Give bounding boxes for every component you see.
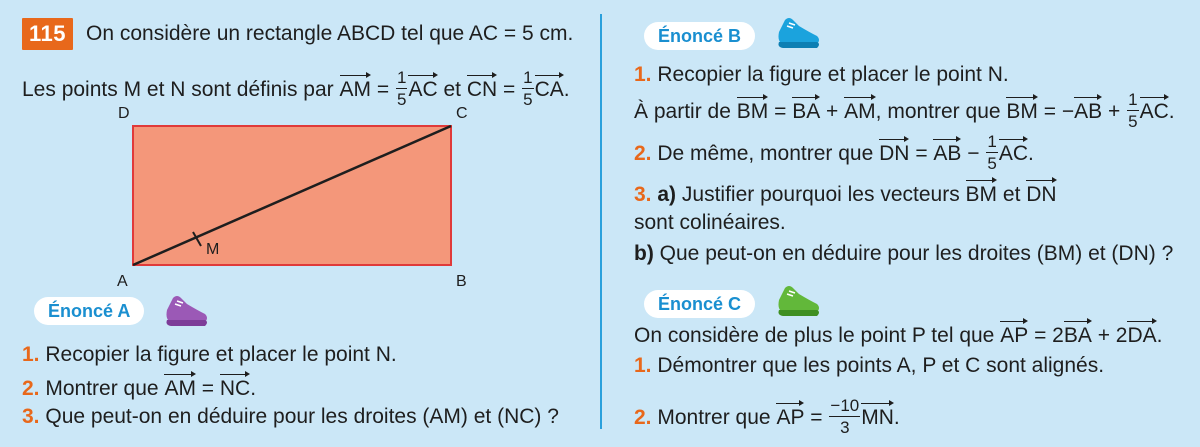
enonce-b-q2: 2. De même, montrer que DN = AB − $\frac{1}{5}$ AC. xyxy=(634,132,1034,173)
badge-enonce-c: Énoncé C xyxy=(644,290,755,318)
exercise-intro: On considère un rectangle ABCD tel que AC = 5 cm. xyxy=(86,22,574,45)
enonce-c-q1: 1. Démontrer que les points A, P et C sont alignés. xyxy=(634,354,1105,377)
vector-cn: CN xyxy=(466,78,498,102)
enonce-b-q3b: b) Que peut-on en déduire pour les droites (BM) et (DN) ? xyxy=(634,242,1174,265)
label-c: C xyxy=(456,105,468,122)
exercise-definition: Les points M et N sont définis par AM = $\frac{1}{5}$ AC et CN = $\frac{1}{5}$ CA. xyxy=(22,68,570,109)
vector-ca: CA xyxy=(534,78,564,102)
label-d: D xyxy=(118,105,130,122)
exercise-number: 115 xyxy=(22,18,73,50)
label-a: A xyxy=(117,273,128,290)
badge-enonce-a: Énoncé A xyxy=(34,297,144,325)
enonce-c-intro: On considère de plus le point P tel que AP = 2BA + 2DA. xyxy=(634,324,1163,347)
enonce-a-q2: 2. Montrer que AM = NC. xyxy=(22,377,257,400)
enonce-a-q1: 1. Recopier la figure et placer le point N. xyxy=(22,343,397,366)
enonce-b-q3a: 3. a) Justifier pourquoi les vecteurs BM et DN xyxy=(634,183,1057,206)
vector-ac: AC xyxy=(408,78,438,102)
badge-enonce-b: Énoncé B xyxy=(644,22,755,50)
enonce-b-q1: 1. Recopier la figure et placer le point N. xyxy=(634,63,1009,86)
enonce-b-q3a-line2: sont colinéaires. xyxy=(634,211,786,234)
enonce-b-q1-line2: À partir de BM = BA + AM, montrer que BM = −AB + $\frac{1}{5}$ AC. xyxy=(634,90,1175,131)
label-m: M xyxy=(206,241,220,258)
fraction-one-fifth-2: $\frac{1}{5}$ xyxy=(523,68,533,109)
enonce-a-q3: 3. Que peut-on en déduire pour les droites (AM) et (NC) ? xyxy=(22,405,559,428)
fraction-one-fifth: $\frac{1}{5}$ xyxy=(396,68,407,109)
enonce-c-q2: 2. Montrer que AP = $\frac{-10}{3}$ MN. xyxy=(634,396,900,437)
vector-am: AM xyxy=(339,78,372,102)
label-b: B xyxy=(456,273,467,290)
